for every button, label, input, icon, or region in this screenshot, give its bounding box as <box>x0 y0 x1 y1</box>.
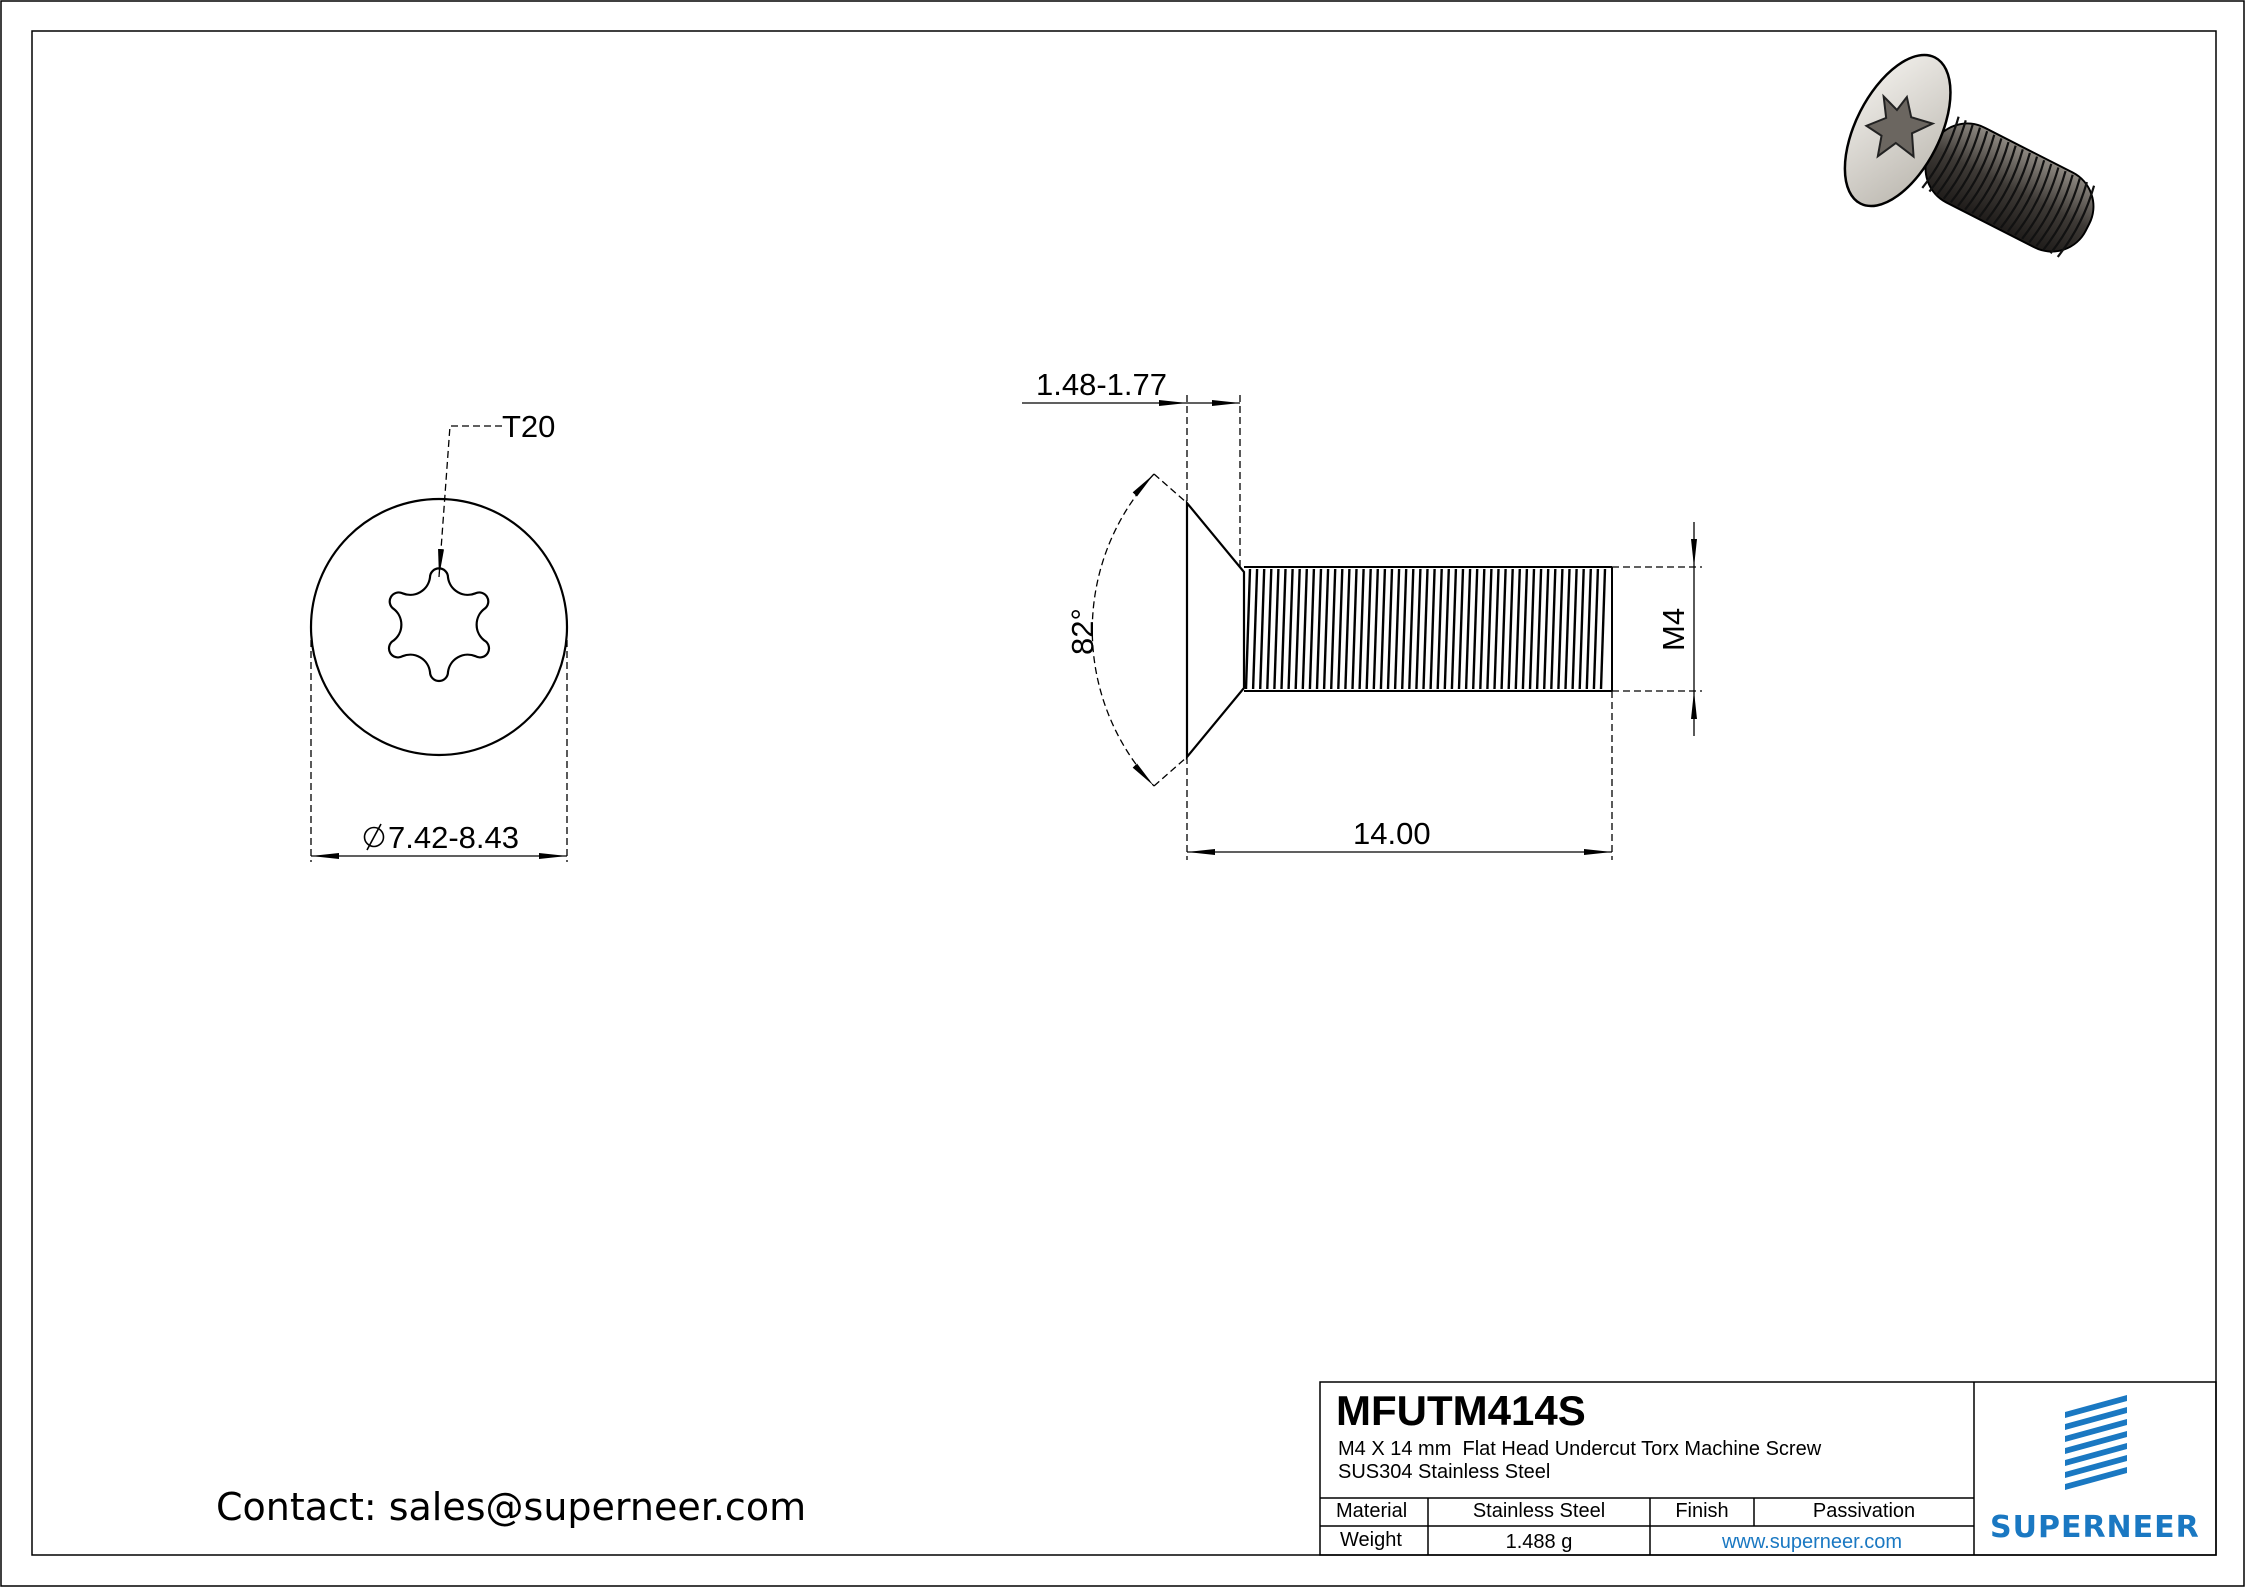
weight-label: Weight <box>1340 1529 1402 1551</box>
material-label: Material <box>1336 1500 1408 1522</box>
outer-border <box>1 1 2244 1586</box>
website-link[interactable]: www.superneer.com <box>1721 1531 1903 1553</box>
weight-value: 1.488 g <box>1505 1531 1573 1553</box>
torx-recess <box>389 568 489 681</box>
top-view <box>311 409 567 862</box>
description-line1: M4 X 14 mm Flat Head Undercut Torx Machine Screw <box>1338 1438 1822 1460</box>
length-label: 14.00 <box>1353 816 1431 851</box>
side-view <box>1022 367 1702 860</box>
head-side-outline <box>1187 503 1244 757</box>
angle-label: 82° <box>1065 608 1100 655</box>
head-outline <box>311 499 567 755</box>
diameter-symbol <box>365 824 384 850</box>
finish-value: Passivation <box>1812 1500 1916 1522</box>
isometric-screw-picture <box>1823 38 2125 300</box>
head-height-label: 1.48-1.77 <box>1036 367 1167 402</box>
thread-lines <box>1246 569 1605 689</box>
brand-name: SUPERNEER <box>1990 1510 2200 1545</box>
stacked-stripes-logo <box>2065 1395 2127 1490</box>
finish-label: Finish <box>1675 1500 1729 1522</box>
angle-arc <box>1092 474 1154 786</box>
inner-border <box>32 31 2216 1555</box>
head-diameter-label: 7.42-8.43 <box>388 820 519 855</box>
t20-leader <box>439 426 502 577</box>
description-line2: SUS304 Stainless Steel <box>1338 1461 1551 1483</box>
part-number: MFUTM414S <box>1336 1387 1586 1434</box>
material-value: Stainless Steel <box>1472 1500 1606 1522</box>
thread-size-label: M4 <box>1656 607 1691 651</box>
drive-size-label: T20 <box>502 409 556 444</box>
contact-email[interactable]: Contact: sales@superneer.com <box>216 1485 807 1529</box>
